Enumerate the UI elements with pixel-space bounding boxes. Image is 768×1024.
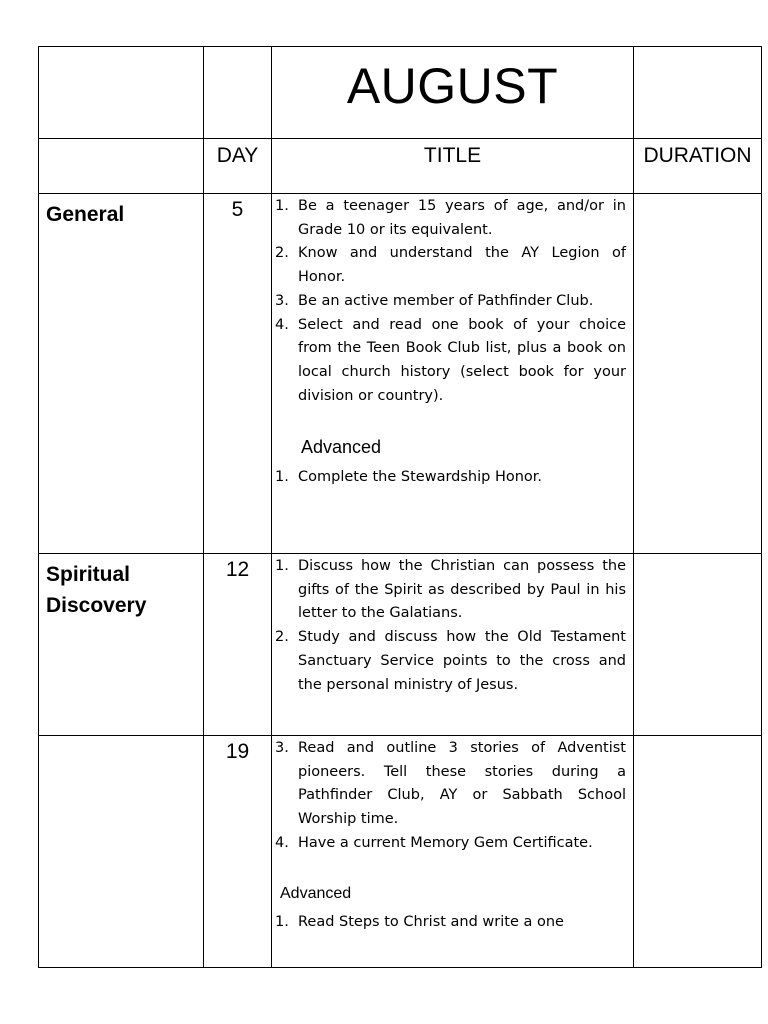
- schedule-table: [38, 46, 762, 968]
- item-number: 2.: [275, 245, 289, 262]
- empty-cell: [204, 47, 272, 139]
- category-label: [39, 554, 203, 621]
- item-text: Read Steps to Christ and write a one: [298, 913, 564, 930]
- title-header-cell: [272, 139, 634, 194]
- requirement-list: [275, 737, 626, 856]
- category-cell: [39, 194, 204, 554]
- month-cell: [272, 47, 634, 139]
- list-item: [275, 911, 626, 935]
- title-cell: [272, 736, 634, 968]
- empty-cell: [634, 47, 762, 139]
- day-header: DAY: [216, 144, 259, 167]
- day-cell: [204, 554, 272, 736]
- item-text: Study and discuss how the Old Testament Sanctuary Service points to the cross and the personal ministry of Jesus.: [298, 629, 626, 693]
- category-cell: [39, 554, 204, 736]
- schedule-table-wrapper: [38, 46, 761, 967]
- item-text: Have a current Memory Gem Certificate.: [298, 834, 593, 851]
- month-row: [39, 47, 762, 139]
- advanced-heading: Advanced: [301, 437, 382, 458]
- day-value: 5: [231, 198, 244, 221]
- column-header-row: [39, 139, 762, 194]
- item-number: 1.: [275, 913, 289, 930]
- item-text: Discuss how the Christian can possess the gifts of the Spirit as described by Paul in his letter to the Galatians.: [298, 558, 626, 622]
- item-text: Know and understand the AY Legion of Honor.: [298, 245, 626, 286]
- item-number: 1.: [275, 198, 289, 214]
- item-text: Read and outline 3 stories of Adventist pioneers. Tell these stories during a Pathfinder Club, AY or Sabbath School Worship time.: [298, 740, 626, 828]
- table-row: [39, 194, 762, 554]
- item-text: Select and read one book of your choice from the Teen Book Club list, plus a book on local church history (select book for your division or country).: [298, 316, 626, 404]
- list-item: [275, 737, 626, 832]
- list-item: [275, 242, 626, 289]
- list-item: [275, 555, 626, 626]
- empty-cell: [39, 47, 204, 139]
- duration-cell: [634, 736, 762, 968]
- advanced-list: [275, 911, 626, 935]
- empty-cell: [39, 139, 204, 194]
- category-line-2: Discovery: [46, 594, 147, 617]
- title-cell: [272, 194, 634, 554]
- item-number: 2.: [275, 629, 289, 646]
- category-label: General: [46, 203, 125, 226]
- item-number: 1.: [275, 469, 289, 486]
- item-number: 1.: [275, 558, 289, 574]
- day-cell: [204, 736, 272, 968]
- item-number: 3.: [275, 292, 289, 309]
- category-label: [39, 736, 203, 741]
- title-cell: [272, 554, 634, 736]
- duration-header: DURATION: [643, 144, 752, 167]
- list-item: [275, 195, 626, 242]
- list-item: [275, 290, 626, 314]
- item-text: Complete the Stewardship Honor.: [298, 469, 543, 486]
- list-item: [275, 466, 626, 490]
- list-item: [275, 832, 626, 856]
- duration-cell: [634, 554, 762, 736]
- list-item: [275, 626, 626, 697]
- title-header: TITLE: [423, 144, 482, 167]
- category-cell: [39, 736, 204, 968]
- advanced-list: [275, 466, 626, 490]
- category-line-1: Spiritual: [46, 563, 131, 586]
- advanced-heading: Advanced: [280, 884, 352, 902]
- requirement-list: [275, 195, 626, 408]
- day-cell: [204, 194, 272, 554]
- table-row: [39, 736, 762, 968]
- table-row: [39, 554, 762, 736]
- duration-cell: [634, 194, 762, 554]
- month-title: AUGUST: [346, 58, 559, 114]
- item-number: 4.: [275, 834, 289, 851]
- item-text: Be an active member of Pathfinder Club.: [298, 292, 594, 309]
- day-header-cell: [204, 139, 272, 194]
- day-value: 19: [225, 740, 250, 763]
- day-value: 12: [225, 558, 250, 581]
- item-number: 4.: [275, 316, 289, 333]
- requirement-list: [275, 555, 626, 697]
- item-text: Be a teenager 15 years of age, and/or in Grade 10 or its equivalent.: [298, 198, 626, 238]
- item-number: 3.: [275, 740, 289, 756]
- duration-header-cell: [634, 139, 762, 194]
- list-item: [275, 314, 626, 409]
